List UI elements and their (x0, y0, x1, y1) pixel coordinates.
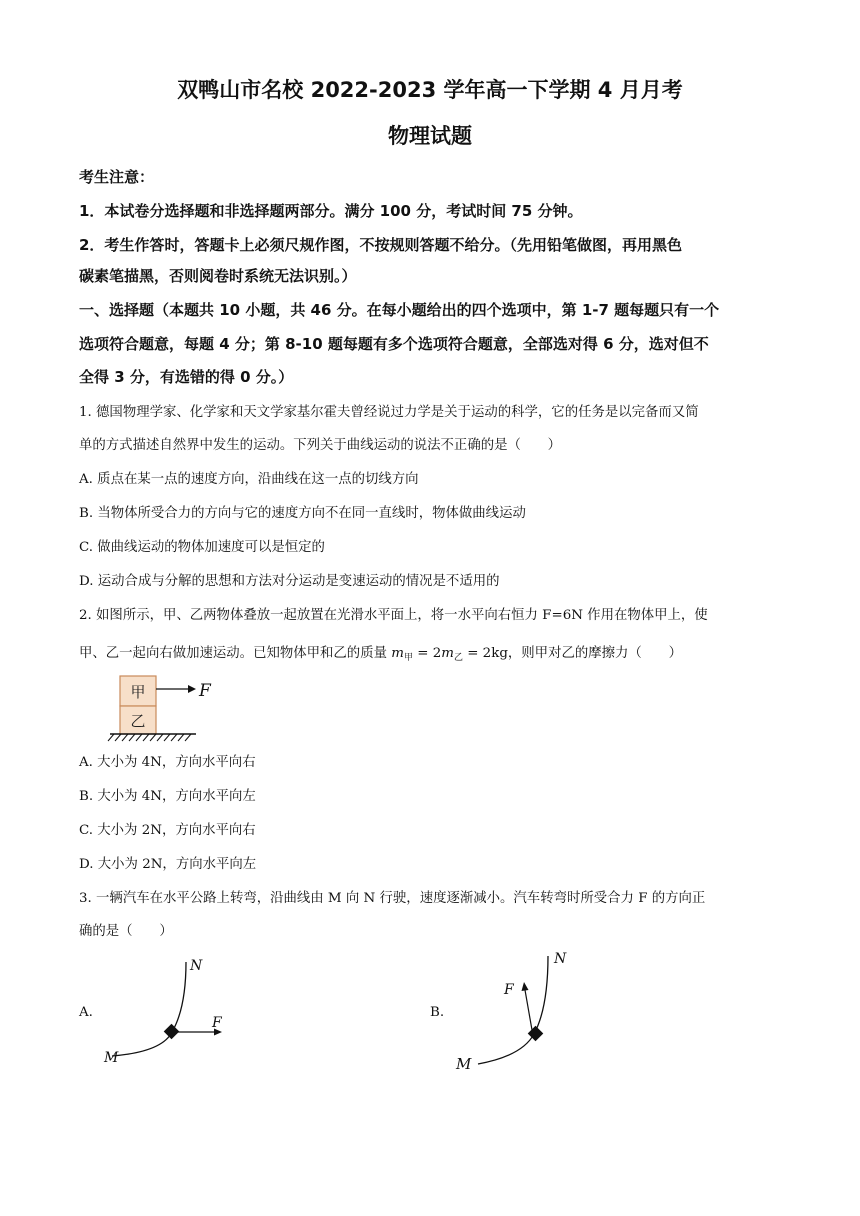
force-arrow-b-head (522, 982, 529, 991)
equation-middle: = 2 (412, 646, 442, 661)
exam-title: 双鸭山市名校 2022-2023 学年高一下学期 4 月月考 (177, 78, 683, 102)
end-label-a: N (190, 958, 203, 974)
question-2-line-2-text: 甲、乙一起向右做加速运动。已知物体甲和乙的质量 (79, 646, 392, 661)
question-1-line-1: 1. 德国物理学家、化学家和天文学家基尔霍夫曾经说过力学是关于运动的科学，它的任务是以完备而又简 (79, 405, 699, 420)
ground-hatching (108, 734, 191, 741)
question-3-option-a-label: A. (79, 1005, 93, 1020)
equation-end: = 2kg (462, 646, 508, 661)
question-2-line-2-tail: ，则甲对乙的摩擦力（ ） (507, 646, 682, 661)
notice-item-2-line-1: 2．考生作答时，答题卡上必须尺规作图，不按规则答题不给分。（先用铅笔做图，再用黑色 (79, 236, 682, 254)
block-yi-label: 乙 (130, 712, 146, 730)
end-label-b: N (554, 951, 567, 967)
question-2-line-1: 2. 如图所示，甲、乙两物体叠放一起放置在光滑水平面上，将一水平向右恒力 F=6N 作用在物体甲上，使 (79, 608, 708, 623)
car-marker-a (164, 1024, 180, 1040)
question-2-line-2 (79, 642, 789, 663)
question-2-option-d: D. 大小为 2N，方向水平向左 (79, 857, 257, 872)
force-label: F (199, 681, 211, 701)
force-arrow-head (188, 685, 196, 693)
question-1-option-b: B. 当物体所受合力的方向与它的速度方向不在同一直线时，物体做曲线运动 (79, 506, 526, 521)
force-label-a: F (212, 1015, 222, 1031)
question-2-option-a: A. 大小为 4N，方向水平向右 (79, 755, 256, 770)
mass-symbol-yi: m (441, 646, 454, 661)
question-1-line-2: 单的方式描述自然界中发生的运动。下列关于曲线运动的说法不正确的是（ ） (79, 438, 562, 453)
subscript-yi: 乙 (453, 653, 463, 663)
exam-subtitle: 物理试题 (388, 124, 472, 148)
curve-path-b (478, 956, 548, 1064)
block-jia-label: 甲 (130, 683, 146, 701)
start-label-a: M (104, 1050, 119, 1066)
question-3-line-2: 确的是（ ） (79, 924, 173, 939)
subscript-jia: 甲 (403, 653, 413, 663)
question-2-figure (100, 672, 230, 744)
curve-path-a (112, 962, 186, 1056)
question-2-option-b: B. 大小为 4N，方向水平向左 (79, 789, 256, 804)
question-1-option-c: C. 做曲线运动的物体加速度可以是恒定的 (79, 540, 325, 555)
notice-item-1: 1．本试卷分选择题和非选择题两部分。满分 100 分，考试时间 75 分钟。 (79, 202, 583, 220)
notice-item-2-line-2: 碳素笔描黑，否则阅卷时系统无法识别。） (79, 267, 357, 285)
question-3-figure-b (452, 946, 612, 1076)
force-label-b: F (504, 982, 514, 998)
question-3-option-b-label: B. (430, 1005, 445, 1020)
question-1-option-d: D. 运动合成与分解的思想和方法对分运动是变速运动的情况是不适用的 (79, 574, 500, 589)
section-heading-line-2: 选项符合题意，每题 4 分；第 8-10 题每题有多个选项符合题意，全部选对得 6 分，选对但不 (79, 335, 709, 353)
force-arrow-b-shaft (525, 990, 532, 1030)
question-3-line-1: 3. 一辆汽车在水平公路上转弯，沿曲线由 M 向 N 行驶，速度逐渐减小。汽车转弯时所受合力 F 的方向正 (79, 891, 706, 906)
question-1-option-a: A. 质点在某一点的速度方向，沿曲线在这一点的切线方向 (79, 472, 419, 487)
question-2-option-c: C. 大小为 2N，方向水平向右 (79, 823, 256, 838)
notice-heading: 考生注意： (79, 168, 155, 186)
start-label-b: M (456, 1055, 472, 1073)
mass-symbol-jia: m (391, 646, 404, 661)
section-heading-line-3: 全得 3 分，有选错的得 0 分。） (79, 368, 294, 386)
section-heading-line-1: 一、选择题（本题共 10 小题，共 46 分。在每小题给出的四个选项中，第 1-7 题每题只有一个 (79, 301, 720, 319)
question-3-figure-a (100, 952, 250, 1072)
